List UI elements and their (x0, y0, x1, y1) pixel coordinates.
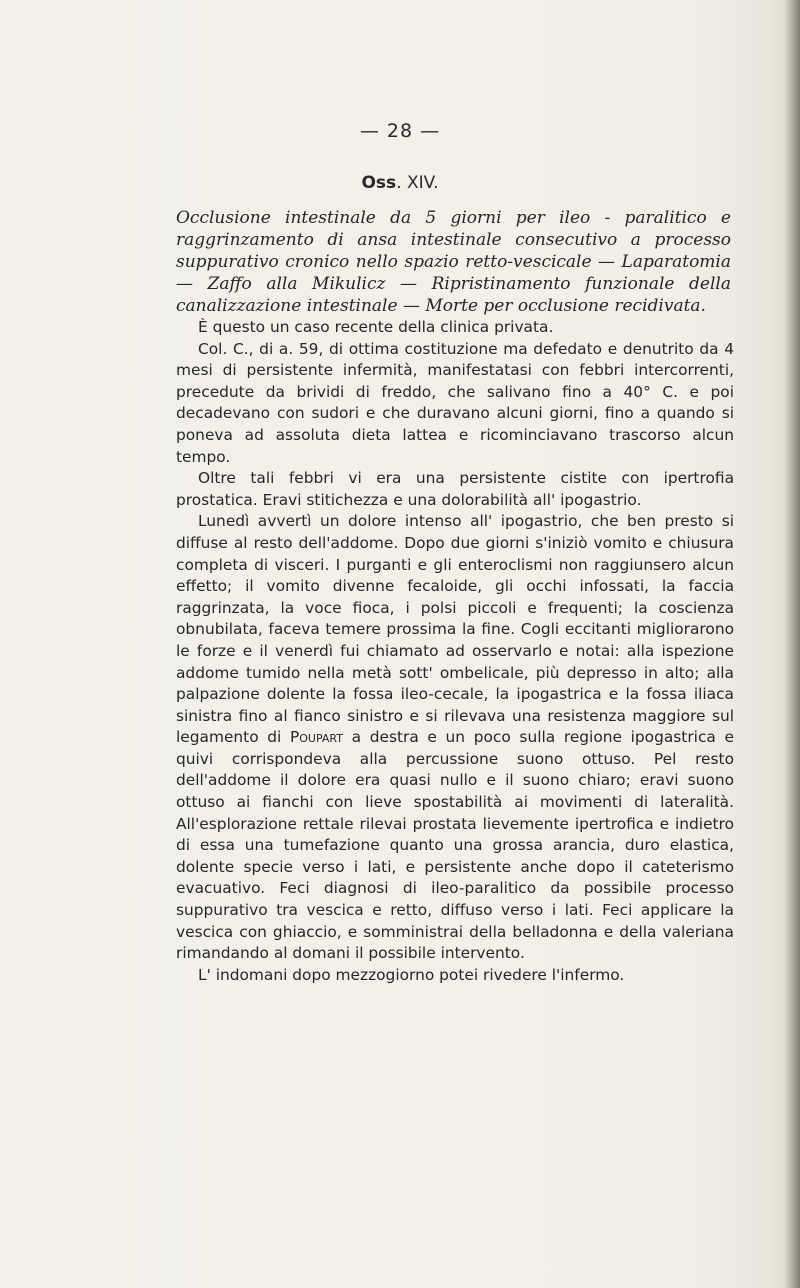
body-text (176, 317, 734, 986)
paragraph-2: Col. C., di a. 59, di ottima costituzione ma defedato e denutrito da 4 mesi di persistente infermità, manifestatasi con febbri intercorrenti, precedute da brividi di freddo, che salivano fino a 40° C. e poi decadevano con sudori e che duravano alcuni giorni, fino a quando si poneva ad assoluta dieta lattea e ricominciavano trascorso alcun tempo. (176, 339, 734, 466)
poupart-name: Poupart (289, 728, 343, 747)
case-heading: Oss. XIV. (361, 173, 439, 193)
case-title: Occlusione intestinale da 5 giorni per ileo - paralitico e raggrinzamento di ansa intestinale consecutivo a processo suppurativo cronico nello spazio retto-vescicale — Laparatomia — Zaffo alla Mikulicz — Ripristinamento funzionale della canalizzazione intestinale — Morte per occlusione recidivata. (176, 208, 731, 316)
paragraph-4-start: Lunedì avvertì un dolore intenso all' ipogastrio, che ben presto si diffuse al resto dell'addome. Dopo due giorni s'iniziò vomito e chiusura completa di visceri. I purganti e gli enteroclismi non raggiunsero alcun effetto; il vomito divenne fecaloide, gli occhi infossati, la faccia raggrinzata, la voce fioca, i polsi piccoli e frequenti; la coscienza obnubilata, faceva temere prossima la fine. Cogli eccitanti migliorarono le forze e il venerdì fui chiamato ad osservarlo e notai: alla ispezione addome tumido nella metà sott' ombelicale, più depresso in alto; alla palpazione dolente la fossa ileo-cecale, la ipogastrica e la fossa iliaca sinistra fino al fianco sinistro e si rilevava una resistenza maggiore sul legamento di (176, 512, 734, 747)
paragraph-4 (176, 511, 734, 964)
paragraph-3: Oltre tali febbri vi era una persistente cistite con ipertrofia prostatica. Eravi stitichezza e una dolorabilità all' ipogastrio. (176, 469, 734, 509)
paragraph-4-rest: a destra e un poco sulla regione ipogastrica e quivi corrispondeva alla percussione suono ottuso. Pel resto dell'addome il dolore era quasi nullo e il suono chiaro; eravi suono ottuso ai fianchi con lieve spostabilità ai movimenti di lateralità. All'esplorazione rettale rilevai prostata lievemente ipertrofica e indietro di essa una tumefazione quanto una grossa arancia, duro elastica, dolente specie verso i lati, e persistente anche dopo il cateterismo evacuativo. Feci diagnosi di ileo-paralitico da possibile processo suppurativo tra vescica e retto, diffuso verso i lati. Feci applicare la vescica con ghiaccio, e somministrai della belladonna e della valeriana rimandando al domani il possibile intervento. (176, 728, 734, 963)
case-roman-number: XIV. (407, 173, 439, 193)
page-number: — 28 — (359, 120, 441, 142)
paragraph-5: L' indomani dopo mezzogiorno potei rivedere l'infermo. (198, 965, 625, 984)
case-abbreviation: Oss (361, 173, 397, 193)
page-edge-shadow (784, 0, 800, 1288)
paragraph-1: È questo un caso recente della clinica privata. (198, 318, 554, 336)
